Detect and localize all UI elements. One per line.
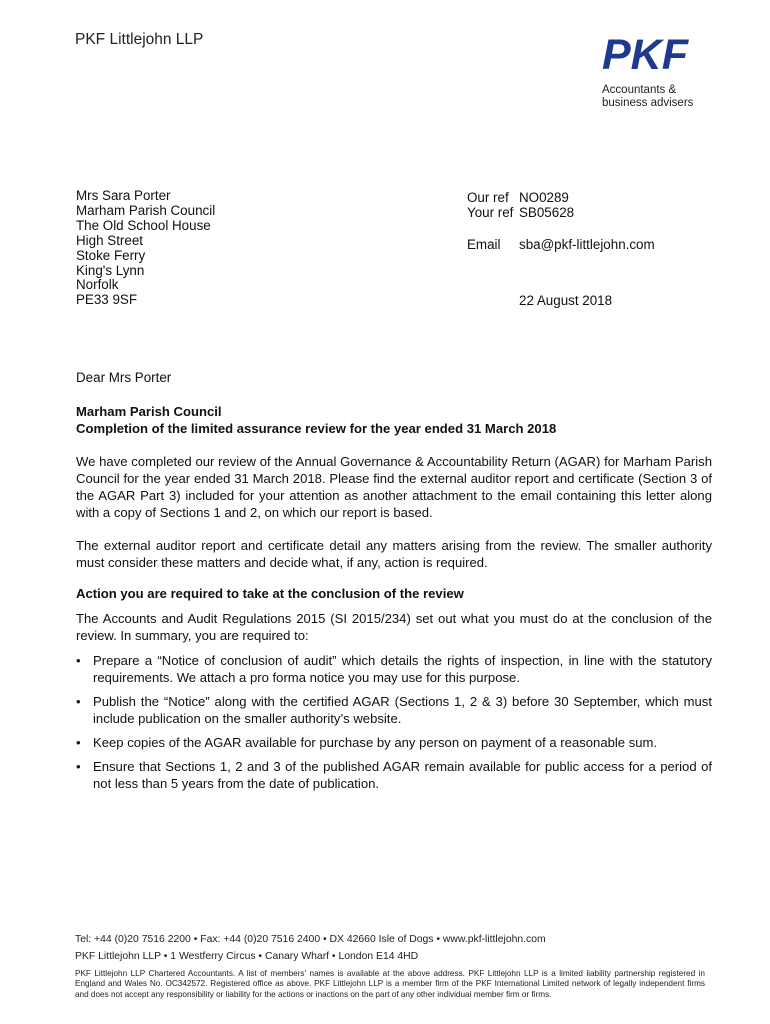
footer-legal: PKF Littlejohn LLP Chartered Accountants. A list of members' names is available at the above address. PKF Littlejohn LLP is a limited liability partnership registered in England and Wales No. OC342572. Registered office as above. PKF Littlejohn LLP is a member firm of the PKF International Limited network of legally independent firms and does not accept any responsibility or liability for the actions or inactions on the part of any other individual member firm or firms.: [75, 969, 705, 999]
pkf-logo-text: PKF: [602, 36, 690, 72]
firm-name: PKF Littlejohn LLP: [75, 31, 204, 48]
reference-block: [467, 190, 574, 220]
action-heading: Action you are required to take at the conclusion of the review: [76, 586, 464, 601]
footer-contact: Tel: +44 (0)20 7516 2200 • Fax: +44 (0)20 7516 2400 • DX 42660 Isle of Dogs • www.pkf-littlejohn.com: [75, 934, 546, 945]
address-line: High Street: [76, 232, 143, 248]
your-ref-value: SB05628: [519, 205, 575, 220]
letter-date: 22 August 2018: [519, 293, 613, 308]
pkf-logo: [602, 36, 690, 72]
your-ref-row: [467, 205, 574, 220]
firm-tagline: [602, 84, 693, 110]
list-item: • Publish the “Notice” along with the certified AGAR (Sections 1, 2 & 3) before 30 September, which must include publication on the smaller authority’s website.: [76, 693, 712, 727]
address-line: Stoke Ferry: [76, 247, 146, 263]
email-label: Email: [467, 237, 501, 252]
our-ref-value: NO0289: [519, 190, 569, 205]
paragraph-matters: The external auditor report and certificate detail any matters arising from the review. The smaller authority must consider these matters and decide what, if any, action is required.: [76, 538, 712, 571]
email-value: sba@pkf-littlejohn.com: [519, 237, 655, 252]
address-line: PE33 9SF: [76, 292, 138, 308]
footer-address: PKF Littlejohn LLP • 1 Westferry Circus • Canary Wharf • London E14 4HD: [75, 951, 419, 962]
list-item: • Keep copies of the AGAR available for purchase by any person on payment of a reasonable sum.: [76, 734, 712, 751]
subject-heading: [76, 404, 556, 437]
address-line: Norfolk: [76, 277, 119, 293]
address-line: The Old School House: [76, 217, 211, 233]
your-ref-label: Your ref: [467, 205, 514, 220]
address-line: Marham Parish Council: [76, 202, 216, 218]
paragraph-regulations: The Accounts and Audit Regulations 2015 (SI 2015/234) set out what you must do at the conclusion of the review. In summary, you are required to:: [76, 611, 712, 644]
list-item: • Ensure that Sections 1, 2 and 3 of the published AGAR remain available for public access for a period of not less than 5 years from the date of publication.: [76, 758, 712, 792]
subject-line-1: Marham Parish Council: [76, 404, 222, 419]
subject-line-2: Completion of the limited assurance review for the year ended 31 March 2018: [76, 420, 557, 436]
paragraph-intro: We have completed our review of the Annual Governance & Accountability Return (AGAR) for Marham Parish Council for the year ended 31 March 2018. Please find the external auditor report and certificate (Section 3 of the AGAR Part 3) included for your attention as another attachment to the email containing this letter along with a copy of Sections 1 and 2, on which our report is based.: [76, 454, 712, 521]
list-item: • Prepare a “Notice of conclusion of audit” which details the rights of inspection, in line with the statutory requirements. We attach a pro forma notice you may use for this purpose.: [76, 652, 712, 686]
salutation: Dear Mrs Porter: [76, 370, 172, 385]
tagline-line-1: Accountants &: [602, 84, 677, 96]
email-row: [467, 237, 655, 252]
recipient-address: [76, 189, 215, 308]
address-line: Mrs Sara Porter: [76, 188, 171, 203]
tagline-line-2: business advisers: [602, 97, 694, 109]
our-ref-row: [467, 190, 574, 205]
address-line: King's Lynn: [76, 262, 145, 278]
requirements-list: [76, 652, 712, 799]
our-ref-label: Our ref: [467, 190, 509, 205]
